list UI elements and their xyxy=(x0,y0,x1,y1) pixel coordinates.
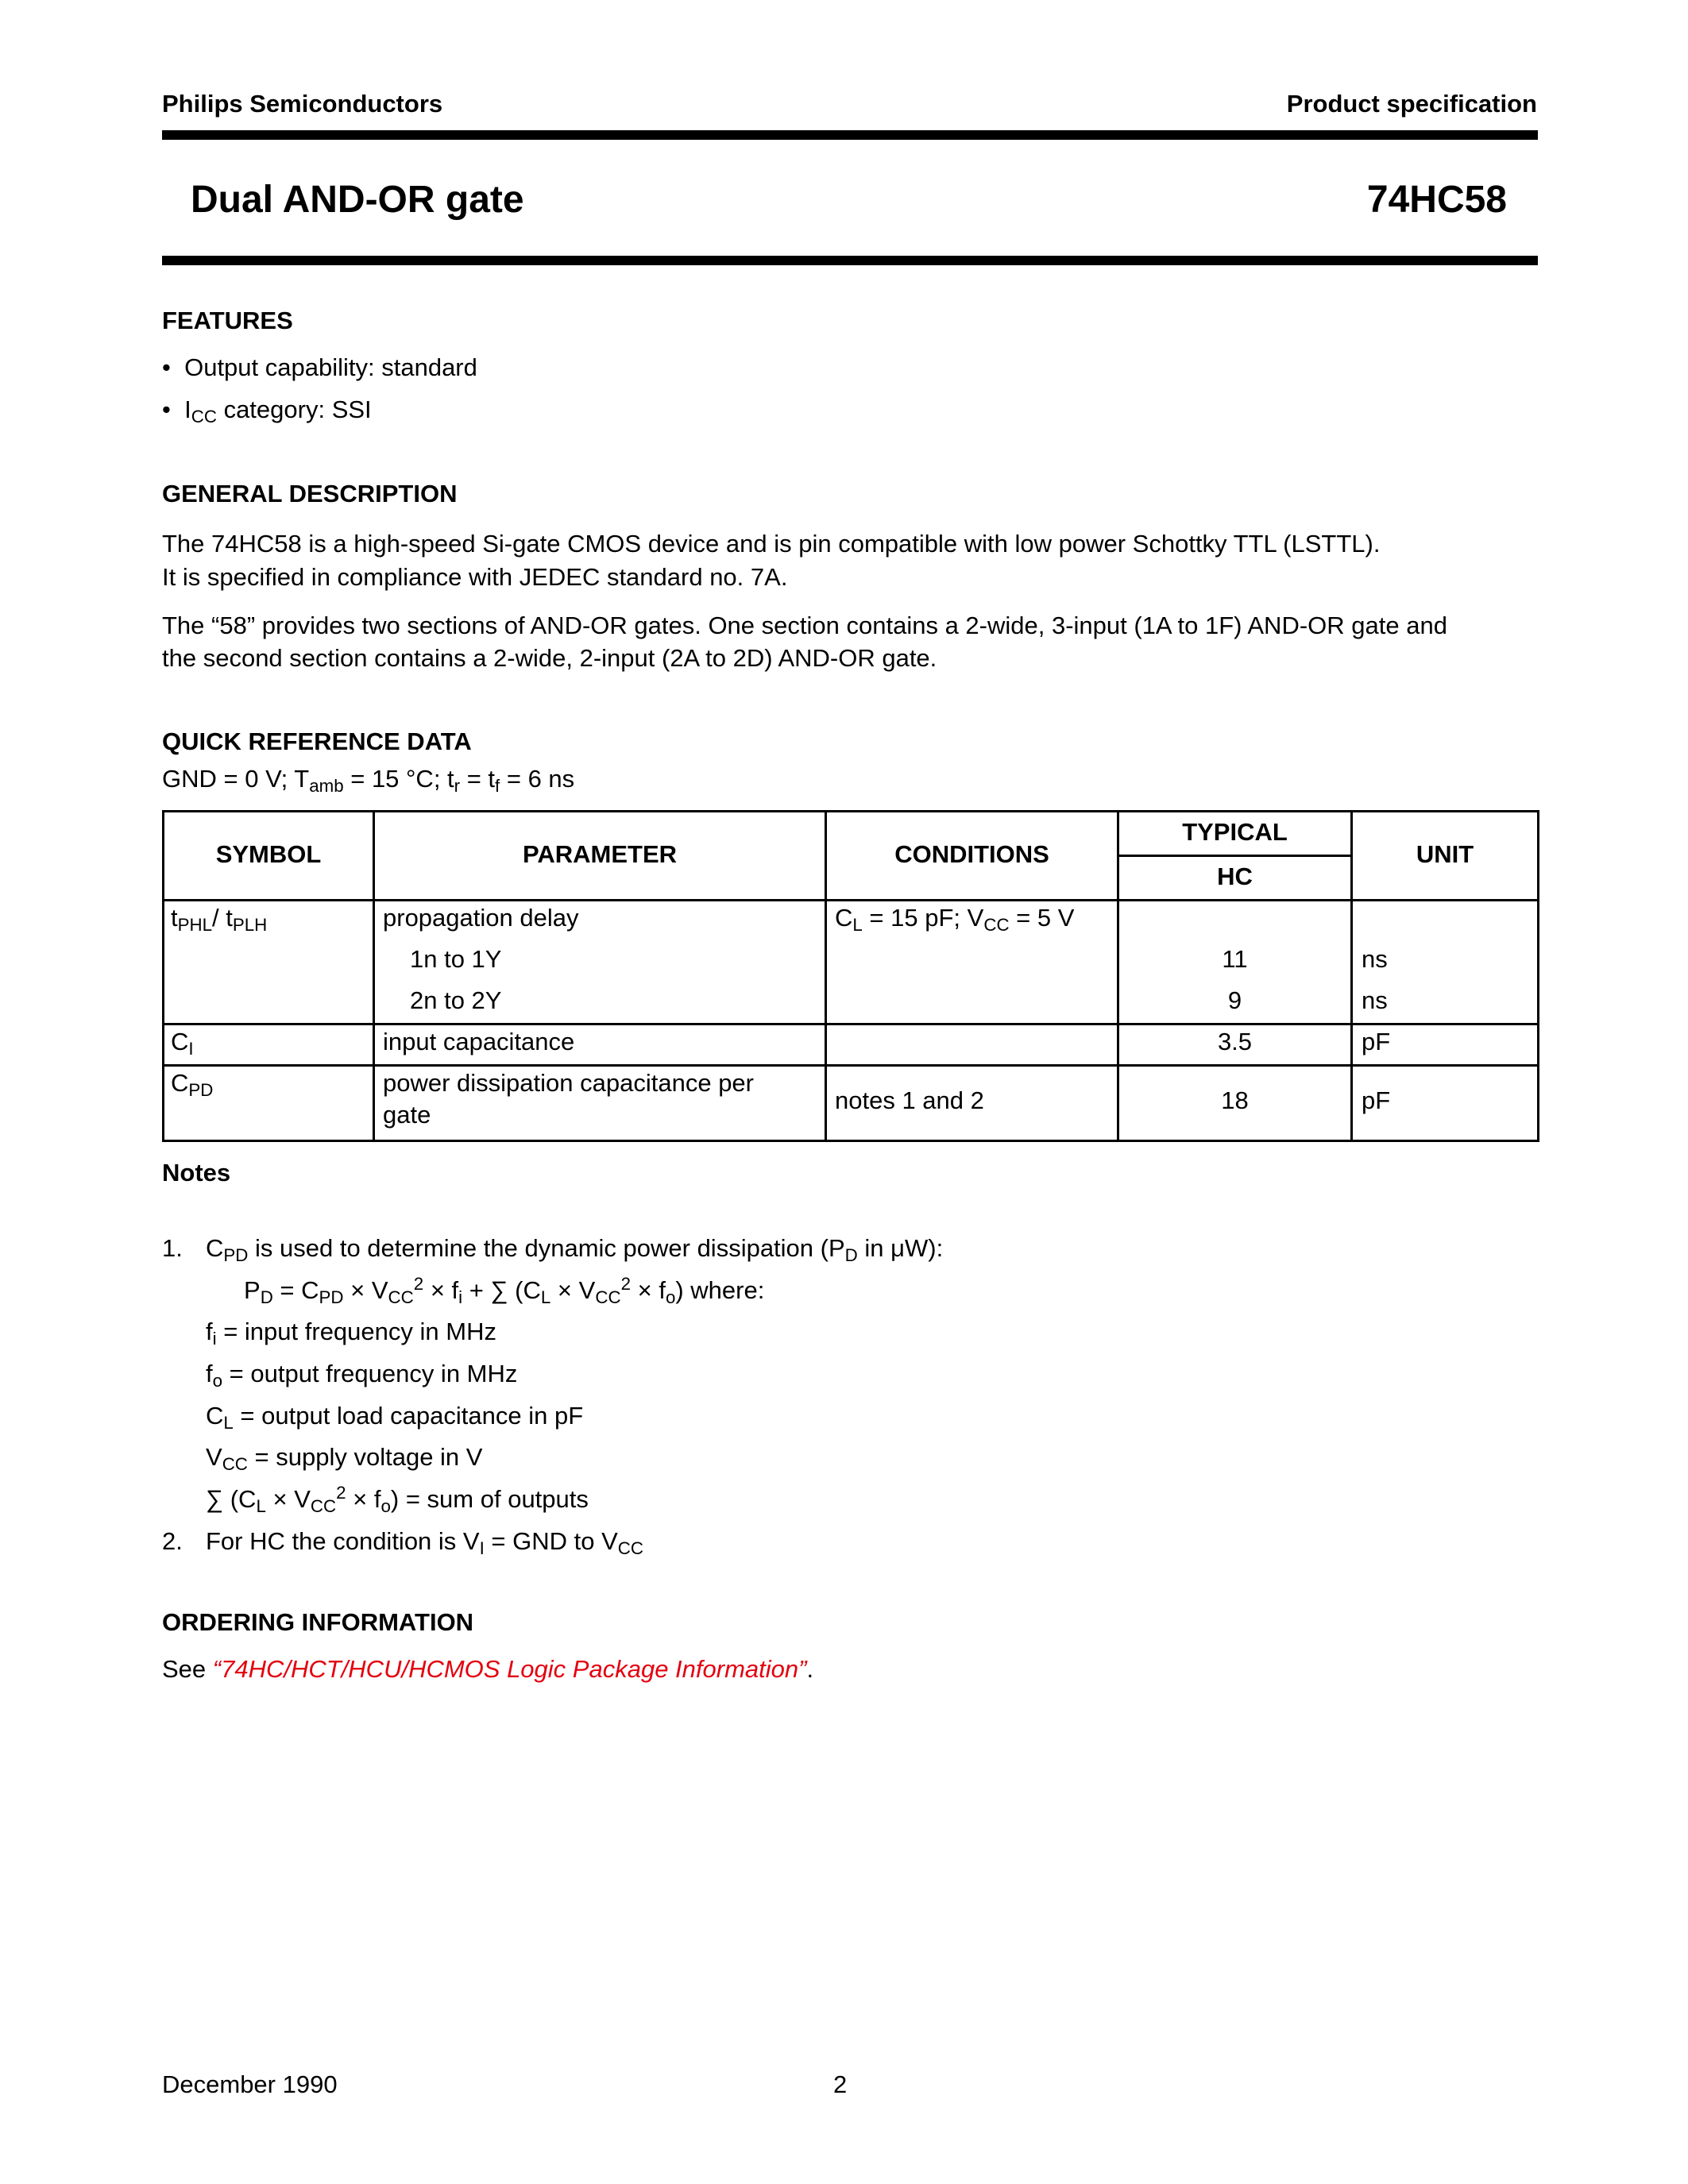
notes-heading: Notes xyxy=(162,1159,231,1187)
feature-text: I xyxy=(184,396,191,423)
definition-vcc: $V_{CC}$ = supply voltage in V xyxy=(206,1443,483,1475)
definition-fi: $f_i$ = input frequency in MHz xyxy=(206,1318,496,1349)
power-formula: $P_D = C_{PD} \times V_{CC}^2 \times f_i$ + ∑ $(C_L \times V_{CC}^2 \times f_o)$ where: xyxy=(244,1273,765,1308)
value-1n-1y: 11 xyxy=(1222,945,1248,973)
parameter-1n-1y: 1n to 1Y xyxy=(410,945,502,973)
column-header-symbol: SYMBOL xyxy=(215,840,322,868)
definition-sum: ∑ $(C_L \times V_{CC}^2 \times f_o)$ = sum of outputs xyxy=(206,1482,589,1517)
header-rule-bottom xyxy=(162,256,1538,265)
note-number: 2. xyxy=(162,1527,183,1555)
definition-fo: $f_o$ = output frequency in MHz xyxy=(206,1360,518,1391)
feature-item xyxy=(162,351,477,384)
quick-reference-table xyxy=(162,810,1539,1142)
value-input-capacitance: 3.5 xyxy=(1217,1028,1253,1055)
footer-date: December 1990 xyxy=(162,2070,338,2098)
part-number: 74HC58 xyxy=(1366,179,1507,221)
general-description-heading: GENERAL DESCRIPTION xyxy=(162,480,458,507)
table-border xyxy=(162,1140,1539,1142)
features-heading: FEATURES xyxy=(162,307,293,334)
subscript: CC xyxy=(191,407,217,427)
feature-item xyxy=(162,393,372,426)
company-name: Philips Semiconductors xyxy=(162,90,443,118)
table-border xyxy=(162,1064,1539,1067)
column-header-parameter: PARAMETER xyxy=(522,840,678,868)
parameter-power-dissipation: power dissipation capacitance per xyxy=(383,1069,754,1097)
package-information-link[interactable]: “74HC/HCT/HCU/HCMOS Logic Package Information” xyxy=(212,1655,807,1683)
parameter-power-dissipation-cont: gate xyxy=(383,1101,431,1129)
column-header-typical: TYPICAL xyxy=(1182,818,1288,846)
feature-text: category: SSI xyxy=(216,396,372,423)
parameter-input-capacitance: input capacitance xyxy=(383,1028,575,1055)
unit-1n-1y: ns xyxy=(1362,945,1388,973)
value-2n-2y: 9 xyxy=(1227,986,1242,1014)
description-line: The “58” provides two sections of AND-OR gates. One section contains a 2-wide, 3-input (1A to 1F) AND-OR gate and xyxy=(162,612,1447,639)
page-title: Dual AND-OR gate xyxy=(191,179,524,221)
table-border xyxy=(162,1023,1539,1025)
symbol-ci: $C_I$ xyxy=(171,1028,194,1059)
page-number: 2 xyxy=(833,2070,848,2098)
table-border xyxy=(162,810,1539,812)
parameter-propagation-delay: propagation delay xyxy=(383,904,579,932)
document-type: Product specification xyxy=(1286,90,1537,118)
column-header-conditions: CONDITIONS xyxy=(894,840,1049,868)
table-border xyxy=(1117,855,1353,857)
quick-reference-conditions: GND = 0 V; $T_{amb} = 15$ °C; $t_r = t_f = 6$ ns xyxy=(162,765,575,797)
note-2: For HC the condition is $V_I$ = GND to $V_{CC}$ xyxy=(206,1527,644,1559)
column-header-unit: UNIT xyxy=(1416,840,1474,868)
conditions-notes: notes 1 and 2 xyxy=(835,1086,984,1114)
header-rule-top xyxy=(162,130,1538,140)
quick-reference-heading: QUICK REFERENCE DATA xyxy=(162,727,472,755)
note-number: 1. xyxy=(162,1234,183,1262)
description-line: It is specified in compliance with JEDEC standard no. 7A. xyxy=(162,563,788,591)
parameter-2n-2y: 2n to 2Y xyxy=(410,986,502,1014)
unit-2n-2y: ns xyxy=(1362,986,1388,1014)
bullet-icon: • xyxy=(162,353,171,381)
description-line: The 74HC58 is a high-speed Si-gate CMOS device and is pin compatible with low power Schottky TTL (LSTTL). xyxy=(162,530,1381,558)
table-border xyxy=(162,899,1539,901)
conditions-load: $C_L = 15$ pF; $V_{CC} = 5$ V xyxy=(835,904,1075,936)
note-1: $C_{PD}$ is used to determine the dynamic power dissipation ($P_D$ in μW): xyxy=(206,1234,944,1266)
bullet-icon: • xyxy=(162,396,171,423)
unit-input-capacitance: pF xyxy=(1362,1028,1391,1055)
unit-power-dissipation: pF xyxy=(1362,1086,1391,1114)
symbol-cpd: $C_{PD}$ xyxy=(171,1069,214,1101)
ordering-text: See “74HC/HCT/HCU/HCMOS Logic Package Information”. xyxy=(162,1655,814,1683)
column-header-hc: HC xyxy=(1217,862,1253,890)
symbol-tphl-tplh: $t_{PHL}/$ $t_{PLH}$ xyxy=(171,904,268,936)
definition-cl: $C_L$ = output load capacitance in pF xyxy=(206,1402,584,1433)
ordering-heading: ORDERING INFORMATION xyxy=(162,1608,474,1636)
feature-text: Output capability: standard xyxy=(184,353,477,381)
description-line: the second section contains a 2-wide, 2-input (2A to 2D) AND-OR gate. xyxy=(162,644,937,672)
value-power-dissipation: 18 xyxy=(1221,1086,1249,1114)
